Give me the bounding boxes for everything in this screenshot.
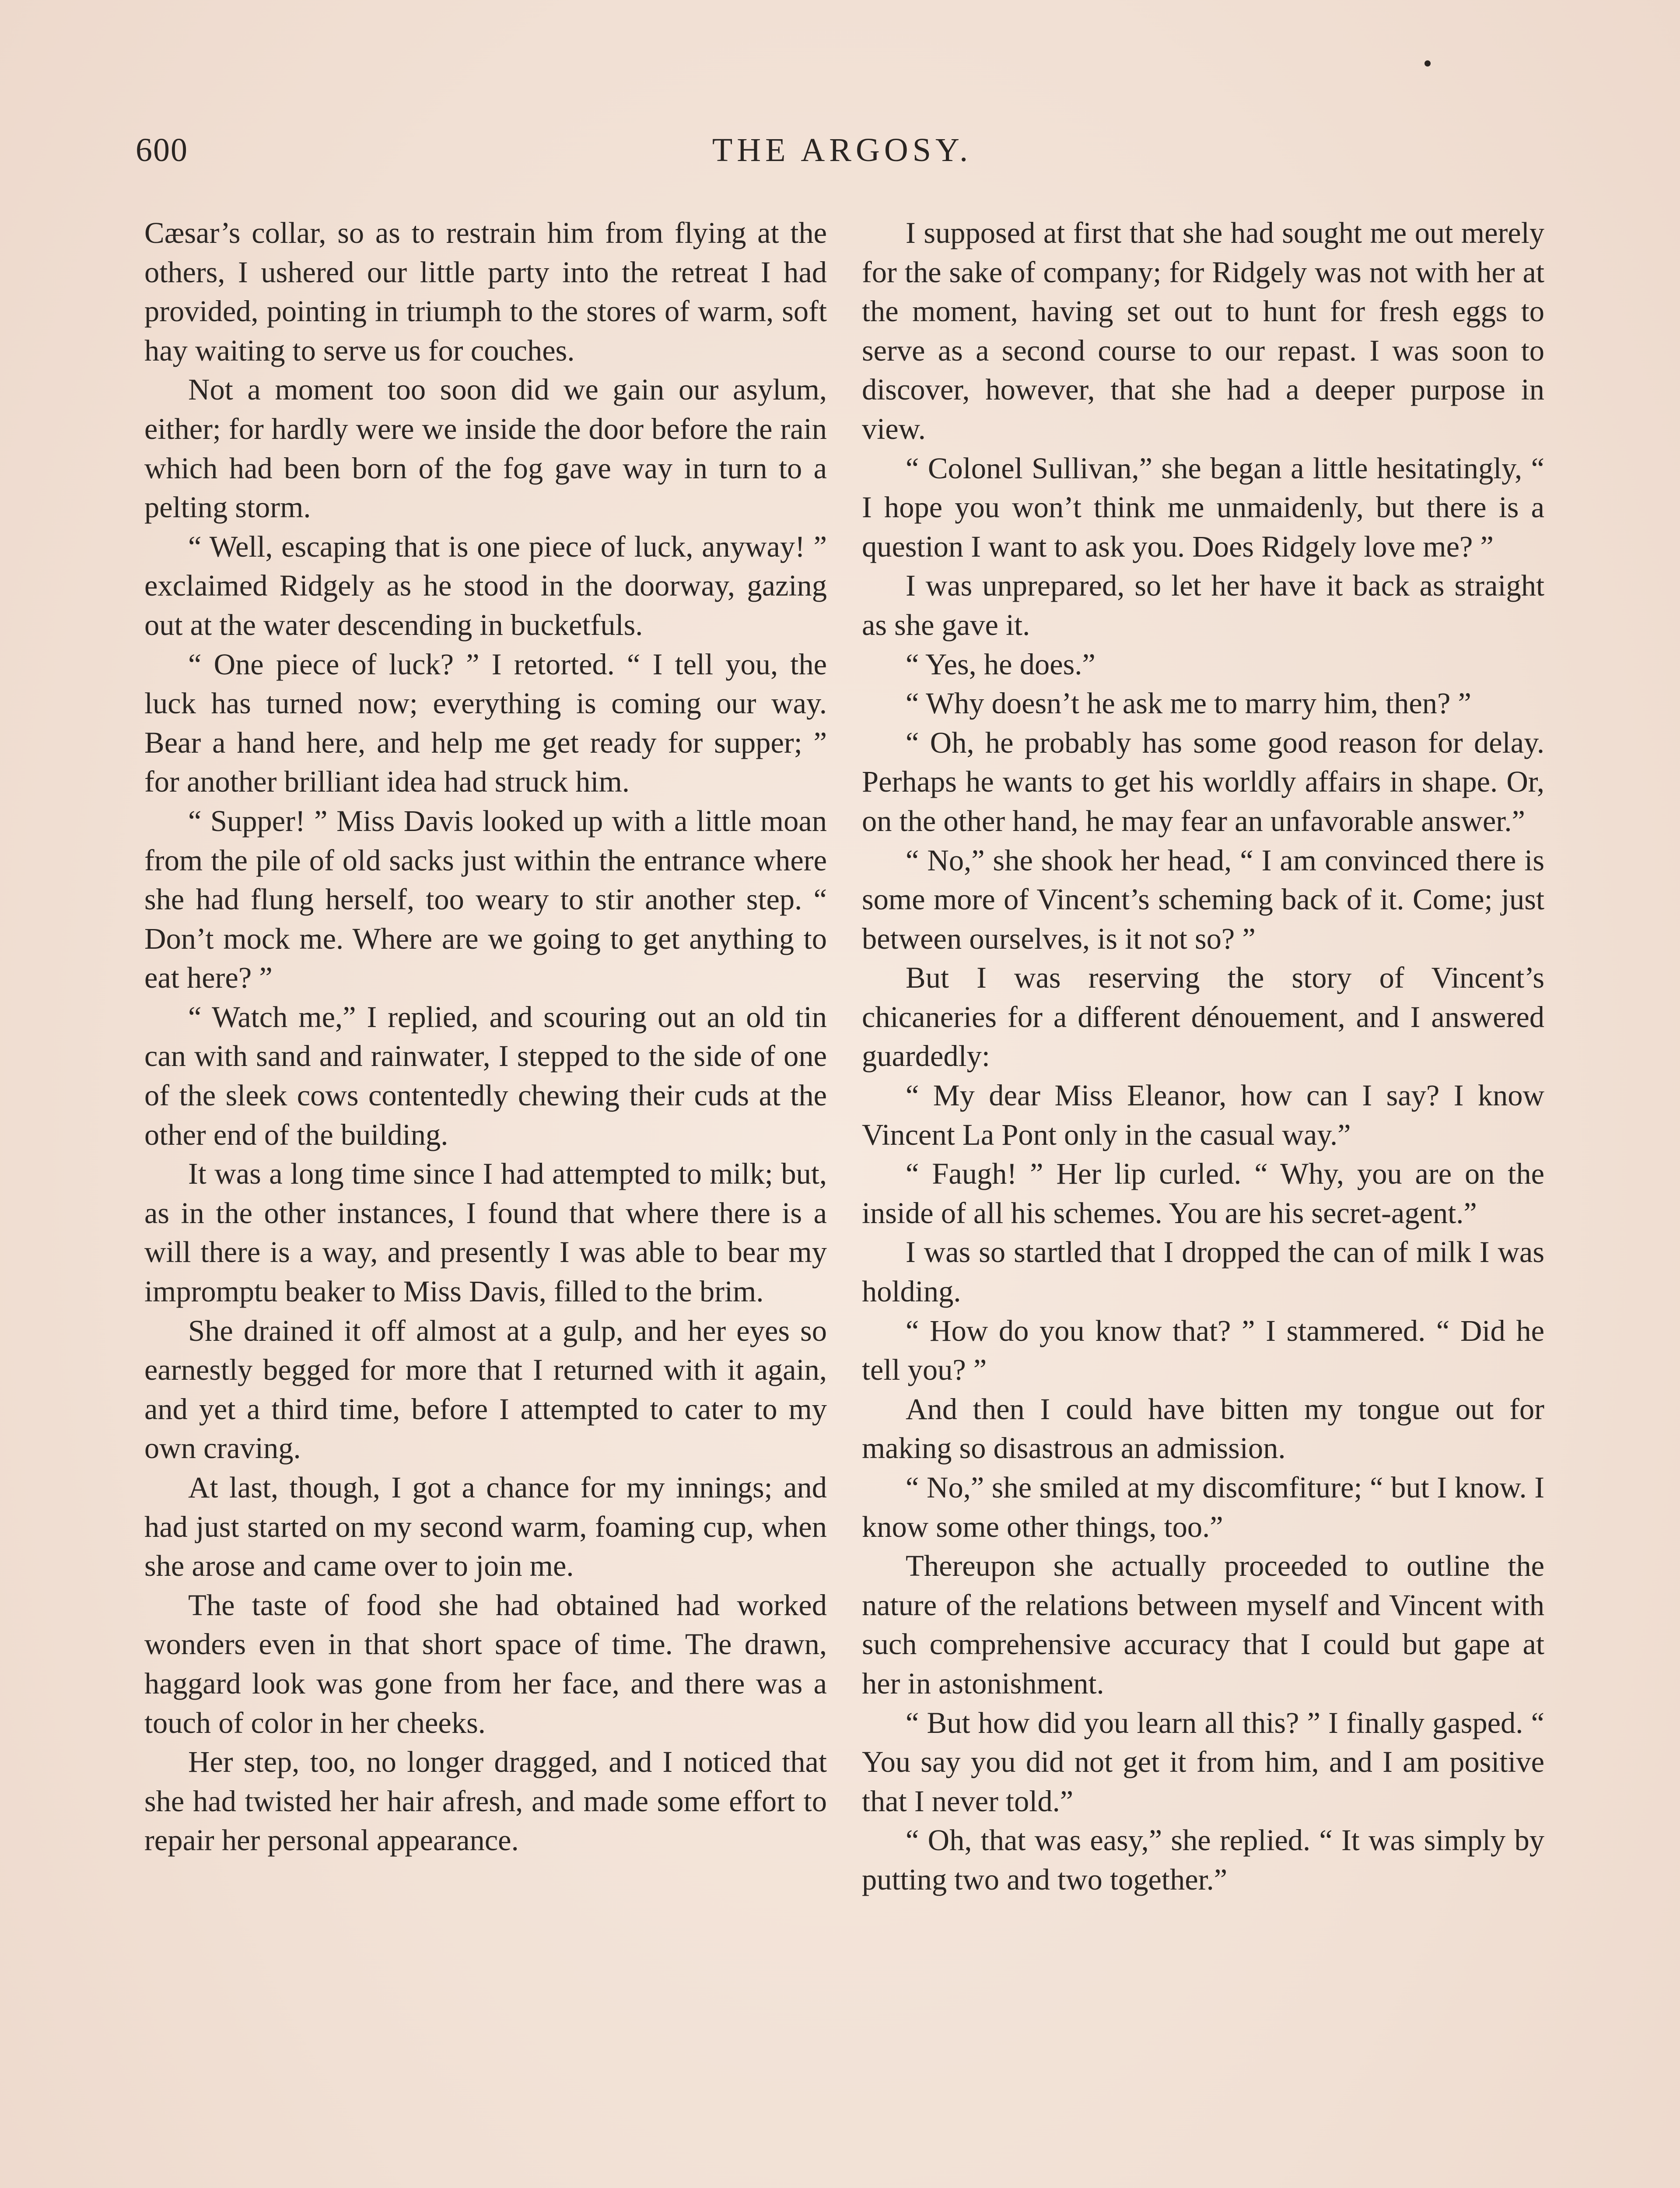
page-number: 600	[136, 132, 188, 168]
paragraph: “ No,” she smiled at my discomfiture; “ but I know. I know some other things, too.”	[862, 1471, 1544, 1543]
paragraph: She drained it off almost at a gulp, and her eyes so earnestly begged for more that I returned with it again, and yet a third time, before I attempted to cater to my own craving.	[144, 1314, 827, 1465]
paragraph: “ Oh, that was easy,” she replied. “ It was simply by putting two and two together.”	[862, 1823, 1544, 1896]
paragraph: I was so startled that I dropped the can of milk I was holding.	[862, 1235, 1544, 1308]
paragraph: “ One piece of luck? ” I retorted. “ I tell you, the luck has turned now; everything is coming our way. Bear a hand here, and help me get ready for supper; ” for another brilliant idea had struck him.	[144, 647, 827, 799]
right-text-column	[862, 214, 1544, 1900]
paragraph: “ Well, escaping that is one piece of luck, anyway! ” exclaimed Ridgely as he stood in the doorway, gazing out at the water descending in bucketfuls.	[144, 529, 827, 642]
paragraph: Thereupon she actually proceeded to outline the nature of the relations between myself and Vincent with such comprehensive accuracy that I could but gape at her in astonishment.	[862, 1549, 1544, 1700]
paragraph: Her step, too, no longer dragged, and I noticed that she had twisted her hair afresh, and made some effort to repair her personal appearance.	[144, 1745, 827, 1857]
paragraph: “ My dear Miss Eleanor, how can I say? I know Vincent La Pont only in the casual way.”	[862, 1079, 1544, 1151]
paragraph: The taste of food she had obtained had worked wonders even in that short space of time. The drawn, haggard look was gone from her face, and there was a touch of color in her cheeks.	[144, 1588, 827, 1739]
paragraph: “ How do you know that? ” I stammered. “ Did he tell you? ”	[862, 1314, 1544, 1387]
paragraph: “ Yes, he does.”	[906, 647, 1096, 681]
paragraph: Not a moment too soon did we gain our asylum, either; for hardly were we inside the door before the rain which had been born of the fog gave way in turn to a pelting storm.	[144, 373, 827, 524]
paragraph: “ Supper! ” Miss Davis looked up with a little moan from the pile of old sacks just within the entrance where she had flung herself, too weary to stir another step. “ Don’t mock me. Where are we going to get anything to eat here? ”	[144, 804, 827, 995]
paragraph: It was a long time since I had attempted to milk; but, as in the other instances, I found that where there is a will there is a way, and presently I was able to bear my impromptu beaker to Miss Davis, filled to the brim.	[144, 1157, 827, 1308]
paragraph: I was unprepared, so let her have it back as straight as she gave it.	[862, 569, 1544, 642]
running-title: THE ARGOSY.	[712, 132, 973, 168]
page-header	[136, 131, 1549, 184]
left-text-column	[144, 214, 827, 1860]
paragraph: “ But how did you learn all this? ” I finally gasped. “ You say you did not get it from him, and I am positive that I never told.”	[862, 1706, 1544, 1818]
paragraph: And then I could have bitten my tongue out for making so disastrous an admission.	[862, 1392, 1544, 1465]
paragraph: Cæsar’s collar, so as to restrain him from flying at the others, I ushered our little party into the retreat I had provided, pointing in triumph to the stores of warm, soft hay waiting to serve us for couches.	[144, 216, 827, 367]
paragraph: “ Why doesn’t he ask me to marry him, then? ”	[906, 687, 1471, 720]
paragraph: “ Watch me,” I replied, and scouring out an old tin can with sand and rainwater, I stepped to the side of one of the sleek cows contentedly chewing their cuds at the other end of the building.	[144, 1000, 827, 1151]
paragraph: “ Oh, he probably has some good reason for delay. Perhaps he wants to get his worldly affairs in shape. Or, on the other hand, he may fear an unfavorable answer.”	[862, 726, 1544, 838]
paragraph: “ Colonel Sullivan,” she began a little hesitatingly, “ I hope you won’t think me unmaidenly, but there is a question I want to ask you. Does Ridgely love me? ”	[862, 451, 1544, 563]
paragraph: “ No,” she shook her head, “ I am convinced there is some more of Vincent’s scheming back of it. Come; just between ourselves, is it not so? ”	[862, 843, 1544, 955]
paragraph: “ Faugh! ” Her lip curled. “ Why, you are on the inside of all his schemes. You are his secret-agent.”	[862, 1157, 1544, 1230]
paragraph: At last, though, I got a chance for my innings; and had just started on my second warm, foaming cup, when she arose and came over to join me.	[144, 1471, 827, 1583]
ink-speck	[1424, 60, 1431, 67]
paragraph: But I was reserving the story of Vincent’s chicaneries for a different dénouement, and I answered guardedly:	[862, 961, 1544, 1073]
paragraph: I supposed at first that she had sought me out merely for the sake of company; for Ridgely was not with her at the moment, having set out to hunt for fresh eggs to serve as a second course to our repast. I was soon to discover, however, that she had a deeper purpose in view.	[862, 216, 1544, 445]
